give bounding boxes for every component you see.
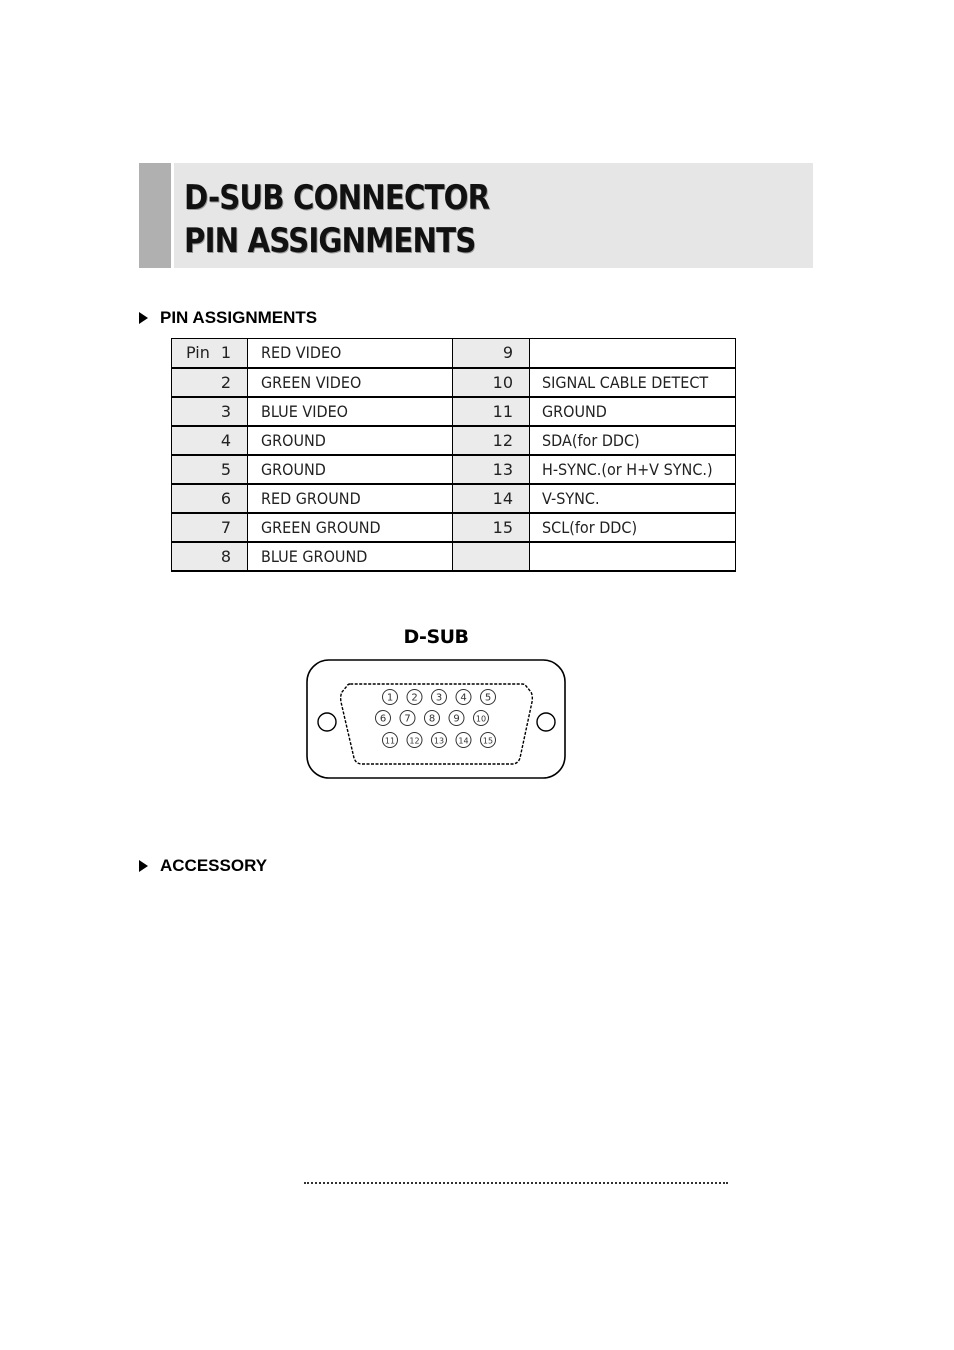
table-row <box>172 426 736 455</box>
signal-name: V-SYNC. <box>542 488 600 508</box>
connector-pin-number: 3 <box>435 692 443 704</box>
title-accent-gap <box>171 163 174 268</box>
table-row <box>172 397 736 426</box>
pin-number: 11 <box>492 401 513 421</box>
signal-name: GREEN VIDEO <box>261 372 362 392</box>
pin-number-cell <box>453 513 530 542</box>
section-heading-text: ACCESSORY <box>160 856 268 875</box>
pin-number: 10 <box>492 372 513 392</box>
signal-name: SIGNAL CABLE DETECT <box>542 372 709 392</box>
connector-pin-number: 13 <box>433 736 445 746</box>
connector-pin-number: 8 <box>428 713 436 725</box>
signal-name: GROUND <box>542 401 607 421</box>
signal-name-cell <box>530 397 736 426</box>
dsub-connector-diagram <box>300 622 572 788</box>
pin-number: 3 <box>220 401 231 421</box>
mounting-hole-left <box>318 713 336 731</box>
signal-name: RED GROUND <box>261 488 361 508</box>
signal-name-cell <box>248 368 453 397</box>
pin-number: 2 <box>220 372 231 392</box>
signal-name: GROUND <box>261 459 326 479</box>
dsub-label: D-SUB <box>403 626 469 648</box>
signal-name-cell <box>530 484 736 513</box>
table-row <box>172 513 736 542</box>
pin-number-cell <box>453 484 530 513</box>
signal-name-cell <box>530 542 736 571</box>
pin-number-cell <box>172 542 248 571</box>
signal-name: BLUE GROUND <box>261 546 368 566</box>
signal-name-cell <box>248 484 453 513</box>
pin-number: 6 <box>220 488 231 508</box>
connector-pin-number: 4 <box>460 692 467 704</box>
connector-pin-number: 1 <box>386 692 394 704</box>
section-heading-accessory <box>139 856 267 876</box>
signal-name: GROUND <box>261 430 326 450</box>
signal-name-cell <box>248 542 453 571</box>
pin-number-cell <box>453 455 530 484</box>
connector-pin-number: 10 <box>475 714 487 724</box>
signal-name: SDA(for DDC) <box>542 430 640 450</box>
pin-prefix-label: Pin <box>186 343 210 363</box>
section-heading-pin-assignments <box>139 308 317 328</box>
title-banner <box>139 163 813 268</box>
table-row <box>172 339 736 368</box>
signal-name: GREEN GROUND <box>261 517 381 537</box>
pin-number: 15 <box>492 517 513 537</box>
pin-number: 5 <box>220 459 231 479</box>
connector-pin-number: 7 <box>404 713 411 725</box>
signal-name-cell <box>248 426 453 455</box>
table-row <box>172 368 736 397</box>
signal-name-cell <box>530 426 736 455</box>
signal-name-cell <box>530 339 736 368</box>
pin-number-cell <box>172 397 248 426</box>
table-row <box>172 455 736 484</box>
pin-number-cell <box>453 542 530 571</box>
connector-pin-number: 15 <box>482 736 494 746</box>
signal-name-cell <box>248 397 453 426</box>
connector-pin-number: 9 <box>453 713 460 725</box>
pin-number-cell <box>172 339 248 368</box>
connector-pin-number: 6 <box>379 713 387 725</box>
pin-number-cell <box>453 368 530 397</box>
signal-name-cell <box>248 339 453 368</box>
connector-pin-number: 11 <box>384 736 396 746</box>
pin-number-cell <box>172 484 248 513</box>
pin-number-cell <box>453 339 530 368</box>
pin-number-cell <box>453 426 530 455</box>
connector-pin-number: 12 <box>409 736 420 746</box>
page-title <box>184 177 489 263</box>
pin-assignment-table <box>171 338 736 572</box>
triangle-right-icon <box>139 312 148 324</box>
pin-number-cell <box>453 397 530 426</box>
pin-number-cell <box>172 368 248 397</box>
pin-number-cell <box>172 455 248 484</box>
table-row <box>172 542 736 571</box>
signal-name-cell <box>248 455 453 484</box>
signal-name: BLUE VIDEO <box>261 401 349 421</box>
pin-number: 13 <box>492 459 513 479</box>
pin-number: 7 <box>220 517 231 537</box>
page-title-line-2: PIN ASSIGNMENTS <box>184 221 476 261</box>
section-heading-text: PIN ASSIGNMENTS <box>160 308 318 327</box>
pin-number: 12 <box>492 430 513 450</box>
triangle-right-icon <box>139 860 148 872</box>
pin-number: 1 <box>220 343 231 363</box>
connector-pin-number: 2 <box>411 692 418 704</box>
connector-pin-number: 14 <box>458 736 469 746</box>
dotted-divider <box>304 1182 728 1184</box>
signal-name: SCL(for DDC) <box>542 517 638 537</box>
connector-pin-number: 5 <box>484 692 492 704</box>
title-accent-bar <box>139 163 171 268</box>
signal-name-cell <box>248 513 453 542</box>
page-title-line-1: D-SUB CONNECTOR <box>184 178 490 218</box>
pin-number-cell <box>172 513 248 542</box>
signal-name-cell <box>530 455 736 484</box>
pin-number: 8 <box>220 546 231 566</box>
signal-name: H-SYNC.(or H+V SYNC.) <box>542 459 713 479</box>
table-row <box>172 484 736 513</box>
pin-number: 9 <box>502 343 513 363</box>
pin-number-cell <box>172 426 248 455</box>
dsub-connector-drawing <box>300 622 572 788</box>
signal-name-cell <box>530 513 736 542</box>
signal-name: RED VIDEO <box>261 343 342 363</box>
pin-number: 14 <box>492 488 513 508</box>
pin-number: 4 <box>220 430 231 450</box>
mounting-hole-right <box>537 713 555 731</box>
signal-name-cell <box>530 368 736 397</box>
